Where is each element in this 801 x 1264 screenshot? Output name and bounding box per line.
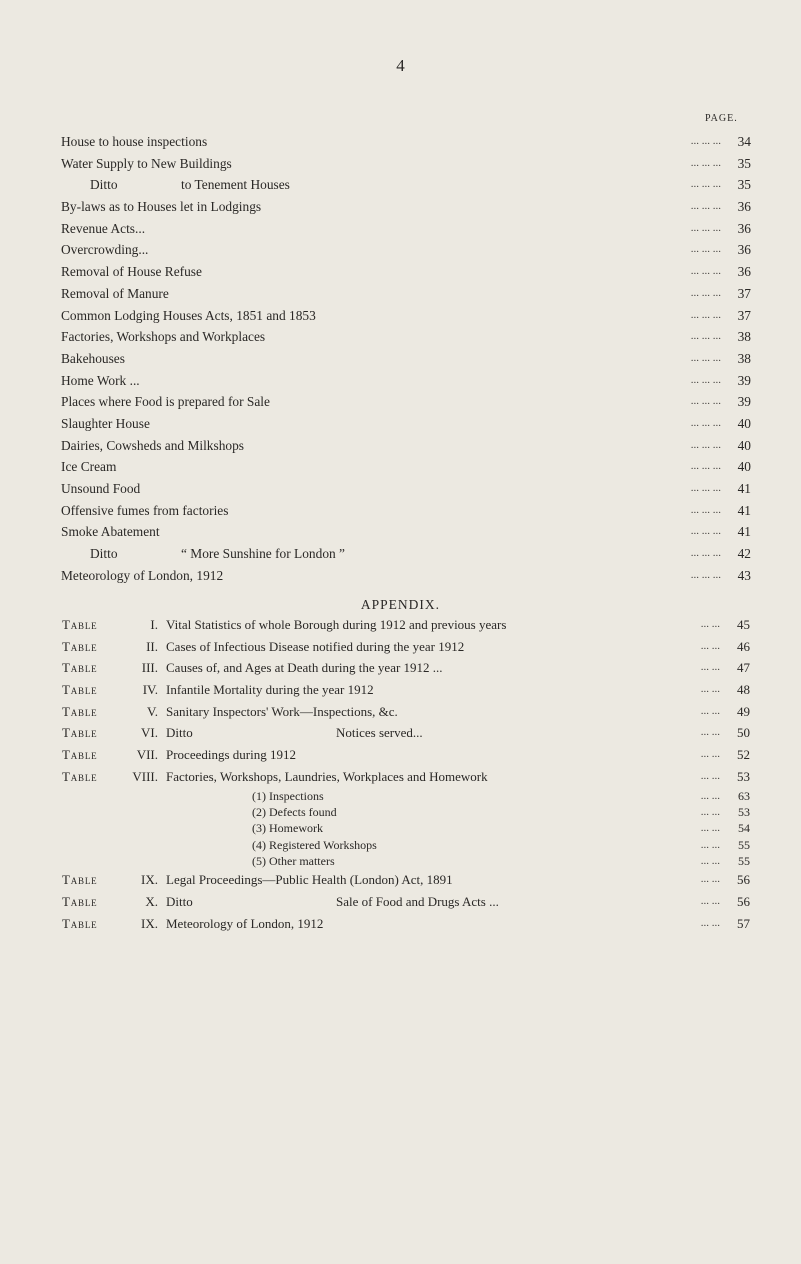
entry-page-number: 36	[737, 264, 751, 280]
contents-entry[interactable]	[61, 348, 751, 370]
table-numeral: V.	[147, 703, 158, 719]
entry-page-number: 52	[737, 747, 750, 763]
table-word: Table	[62, 894, 98, 910]
subentry-page-number: 55	[738, 837, 750, 852]
entry-page-number: 46	[737, 638, 750, 654]
contents-entry[interactable]	[61, 218, 751, 240]
entry-page-number: 50	[737, 725, 750, 741]
appendix-entry[interactable]	[62, 701, 750, 723]
appendix-entry[interactable]	[62, 913, 750, 935]
appendix-entry[interactable]	[62, 614, 750, 636]
entry-title: Unsound Food	[61, 481, 141, 496]
leader-dots: ... ... ...	[690, 525, 721, 538]
entry-subtitle: “ More Sunshine for London ”	[181, 546, 346, 562]
subentry-title: (3) Homework	[252, 821, 323, 836]
leader-dots: ... ... ...	[690, 178, 721, 191]
table-word: Table	[62, 703, 98, 719]
leader-dots: ... ... ...	[690, 156, 721, 169]
appendix-subentry[interactable]	[62, 804, 750, 820]
subentry-title: (5) Other matters	[252, 854, 335, 869]
page-column-header: PAGE.	[705, 113, 738, 124]
entry-page-number: 42	[737, 546, 751, 562]
table-word: Table	[62, 682, 98, 698]
entry-title: Removal of Manure	[61, 285, 169, 301]
contents-entry[interactable]	[61, 521, 751, 543]
entry-page-number: 40	[737, 415, 751, 431]
table-description: Sanitary Inspectors' Work—Inspections, &c.	[166, 703, 398, 719]
table-numeral: I.	[150, 617, 158, 632]
leader-dots: ... ... ...	[690, 308, 721, 321]
entry-title: Smoke Abatement	[61, 524, 160, 540]
subentry-page-number: 63	[738, 788, 750, 803]
table-word: Table	[62, 747, 98, 763]
leader-dots: ... ...	[700, 726, 720, 739]
entry-page-number: 53	[737, 768, 750, 784]
entry-page-number: 56	[737, 872, 750, 888]
contents-entry[interactable]	[61, 131, 751, 153]
entry-page-number: 45	[737, 617, 750, 632]
table-description: Cases of Infectious Disease notified during the year 1912	[166, 638, 465, 654]
leader-dots: ... ... ...	[690, 568, 721, 581]
entry-title: Revenue Acts...	[61, 220, 146, 236]
entry-title: Offensive fumes from factories	[61, 502, 229, 518]
leader-dots: ... ... ...	[690, 135, 721, 147]
entry-title: Bakehouses	[61, 350, 125, 366]
appendix-entry[interactable]	[62, 766, 750, 788]
entry-page-number: 39	[737, 394, 751, 410]
entry-title: By-laws as to Houses let in Lodgings	[61, 199, 262, 215]
leader-dots: ... ... ...	[690, 503, 721, 516]
leader-dots: ... ...	[700, 822, 720, 835]
contents-entry[interactable]	[61, 239, 751, 261]
entry-title: Home Work ...	[61, 372, 140, 388]
leader-dots: ... ... ...	[690, 395, 721, 408]
table-description: Infantile Mortality during the year 1912	[166, 682, 374, 698]
subentry-title: (1) Inspections	[252, 788, 324, 803]
appendix-entry[interactable]	[62, 891, 750, 913]
table-word: Table	[62, 725, 98, 741]
contents-list	[61, 131, 751, 586]
appendix-subentry[interactable]	[62, 820, 750, 836]
leader-dots: ... ... ...	[690, 547, 721, 560]
leader-dots: ... ...	[700, 639, 720, 652]
entry-page-number: 56	[737, 894, 750, 910]
leader-dots: ... ...	[700, 916, 720, 929]
contents-entry[interactable]	[61, 305, 751, 327]
leader-dots: ... ... ...	[690, 330, 721, 343]
leader-dots: ... ...	[700, 683, 720, 696]
leader-dots: ... ... ...	[690, 243, 721, 256]
subentry-page-number: 55	[738, 854, 750, 869]
table-numeral: VI.	[141, 725, 158, 741]
entry-page-number: 41	[737, 502, 751, 518]
entry-page-number: 35	[737, 155, 751, 171]
table-numeral: IV.	[142, 682, 158, 698]
entry-title: Slaughter House	[61, 415, 150, 431]
leader-dots: ... ... ...	[690, 416, 721, 429]
appendix-title: APPENDIX.	[360, 597, 441, 612]
entry-page-number: 48	[737, 682, 750, 698]
entry-title: Overcrowding...	[61, 242, 149, 258]
leader-dots: ... ... ...	[690, 351, 721, 364]
table-word: Table	[62, 915, 98, 931]
appendix-subentry[interactable]	[62, 788, 750, 804]
contents-entry[interactable]	[61, 391, 751, 413]
table-word: Table	[62, 768, 98, 784]
appendix-subentry[interactable]	[62, 837, 750, 853]
table-numeral: X.	[145, 894, 158, 910]
entry-title: Places where Food is prepared for Sale	[61, 394, 270, 410]
table-word: Table	[62, 638, 98, 654]
subentry-page-number: 54	[738, 821, 750, 836]
table-word: Table	[62, 872, 98, 888]
entry-page-number: 38	[737, 350, 751, 366]
entry-page-number: 47	[737, 660, 750, 676]
entry-page-number: 38	[737, 329, 751, 345]
leader-dots: ... ...	[700, 618, 720, 630]
contents-entry[interactable]	[61, 261, 751, 283]
entry-page-number: 37	[737, 307, 751, 323]
contents-entry[interactable]	[61, 196, 751, 218]
leader-dots: ... ...	[700, 769, 720, 782]
entry-page-number: 34	[737, 134, 751, 149]
entry-title: Removal of House Refuse	[61, 264, 202, 280]
contents-entry[interactable]	[61, 478, 751, 500]
appendix-entry[interactable]	[62, 636, 750, 658]
table-numeral: IX.	[141, 872, 158, 888]
table-description-sub: Sale of Food and Drugs Acts ...	[336, 894, 499, 910]
appendix-table-list	[62, 614, 750, 935]
appendix-subentry[interactable]	[62, 853, 750, 869]
appendix-entry[interactable]	[62, 657, 750, 679]
contents-entry[interactable]	[61, 413, 751, 435]
table-description: Proceedings during 1912	[166, 747, 296, 763]
entry-title: Ditto	[90, 177, 118, 193]
table-word: Table	[62, 660, 98, 676]
table-numeral: II.	[146, 638, 158, 654]
table-description: Vital Statistics of whole Borough during 1912 and previous years	[166, 617, 507, 632]
table-description-sub: Notices served...	[336, 725, 423, 741]
table-description: Legal Proceedings—Public Health (London) Act, 1891	[166, 872, 453, 888]
contents-entry[interactable]	[61, 565, 751, 587]
leader-dots: ... ... ...	[690, 286, 721, 299]
leader-dots: ... ... ...	[690, 221, 721, 234]
entry-page-number: 49	[737, 703, 750, 719]
contents-entry[interactable]	[61, 500, 751, 522]
leader-dots: ... ...	[700, 838, 720, 851]
table-description: Causes of, and Ages at Death during the year 1912 ...	[166, 660, 443, 676]
leader-dots: ... ...	[700, 789, 720, 802]
entry-page-number: 40	[737, 459, 751, 475]
table-numeral: III.	[141, 660, 158, 676]
subentry-title: (2) Defects found	[252, 804, 337, 819]
contents-entry[interactable]	[61, 174, 751, 196]
contents-entry[interactable]	[61, 456, 751, 478]
table-description: Meteorology of London, 1912	[166, 915, 324, 931]
contents-entry[interactable]	[61, 326, 751, 348]
entry-page-number: 41	[737, 524, 751, 540]
entry-title: Factories, Workshops and Workplaces	[61, 329, 266, 345]
contents-entry[interactable]	[61, 153, 751, 175]
entry-title: Dairies, Cowsheds and Milkshops	[61, 437, 244, 453]
entry-page-number: 37	[737, 285, 751, 301]
subentry-title: (4) Registered Workshops	[252, 837, 377, 852]
table-description: Ditto	[166, 725, 193, 741]
contents-entry[interactable]	[61, 435, 751, 457]
appendix-entry[interactable]	[62, 679, 750, 701]
entry-title: Meteorology of London, 1912	[61, 567, 224, 583]
subentry-page-number: 53	[738, 804, 750, 819]
entry-page-number: 39	[737, 372, 751, 388]
leader-dots: ... ...	[700, 873, 720, 886]
leader-dots: ... ...	[700, 661, 720, 674]
entry-title: Ice Cream	[61, 459, 117, 475]
leader-dots: ... ... ...	[690, 482, 721, 494]
entry-page-number: 40	[737, 437, 751, 453]
entry-page-number: 57	[737, 915, 750, 931]
contents-entry[interactable]	[61, 283, 751, 305]
appendix-entry[interactable]	[62, 744, 750, 766]
entry-page-number: 41	[737, 481, 751, 496]
leader-dots: ... ...	[700, 805, 720, 818]
leader-dots: ... ... ...	[690, 200, 721, 213]
entry-subtitle: to Tenement Houses	[181, 177, 290, 193]
leader-dots: ... ... ...	[690, 373, 721, 386]
entry-title: Common Lodging Houses Acts, 1851 and 1853	[61, 307, 316, 323]
page-number: 4	[396, 56, 405, 75]
leader-dots: ... ...	[700, 704, 720, 717]
entry-title: Ditto	[90, 546, 118, 562]
entry-title: House to house inspections	[61, 134, 208, 149]
entry-page-number: 36	[737, 242, 751, 258]
appendix-entry[interactable]	[62, 869, 750, 891]
entry-page-number: 36	[737, 199, 751, 215]
appendix-entry[interactable]	[62, 722, 750, 744]
entry-page-number: 36	[737, 220, 751, 236]
table-description: Factories, Workshops, Laundries, Workplaces and Homework	[166, 768, 488, 784]
table-numeral: VIII.	[132, 768, 158, 784]
contents-entry[interactable]	[61, 370, 751, 392]
leader-dots: ... ... ...	[690, 265, 721, 278]
table-description: Ditto	[166, 894, 193, 910]
entry-title: Water Supply to New Buildings	[61, 155, 232, 171]
table-numeral: VII.	[136, 747, 158, 763]
leader-dots: ... ... ...	[690, 438, 721, 451]
table-word: Table	[62, 617, 98, 632]
leader-dots: ... ...	[700, 855, 720, 868]
entry-page-number: 35	[737, 177, 751, 193]
leader-dots: ... ...	[700, 895, 720, 908]
entry-page-number: 43	[737, 567, 751, 583]
leader-dots: ... ...	[700, 748, 720, 761]
leader-dots: ... ... ...	[690, 460, 721, 473]
table-numeral: IX.	[141, 915, 158, 931]
contents-entry[interactable]	[61, 543, 751, 565]
